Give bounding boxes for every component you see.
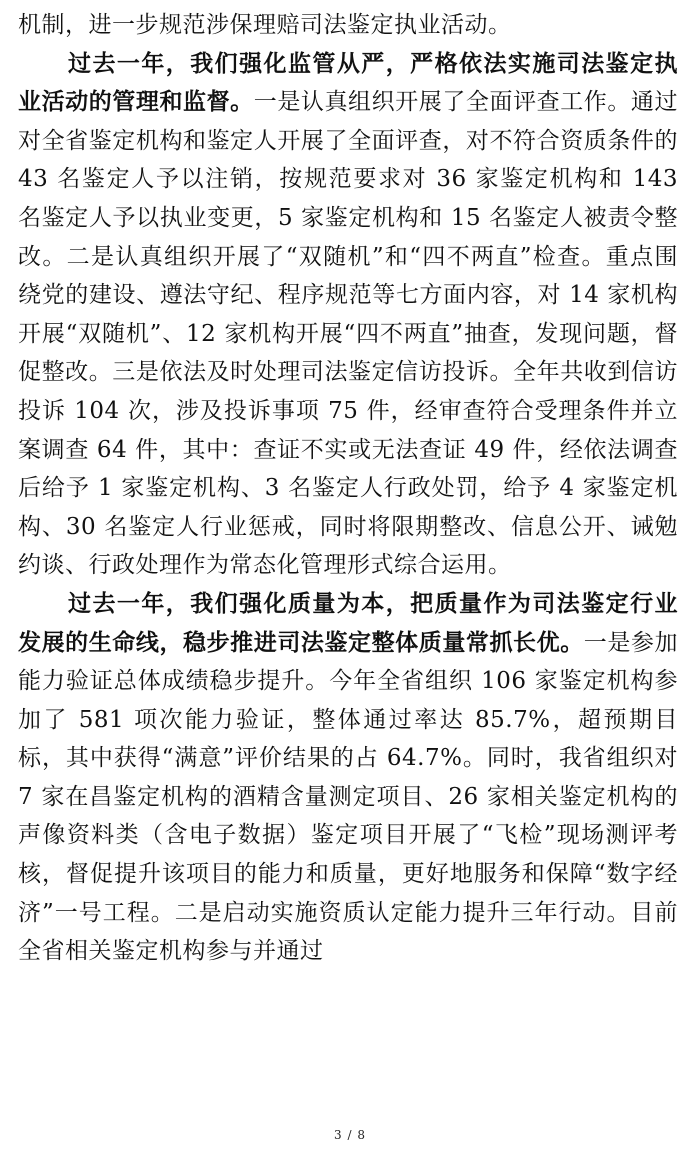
paragraph-text: 一是参加能力验证总体成绩稳步提升。今年全省组织 106 家鉴定机构参加了 581 项次能力验证，整体通过率达 85.7%，超预期目标，其中获得“满意”评价结果的占 64.7%。同时，我省组织对 7 家在昌鉴定机构的酒精含量测定项目、26 家相关鉴定机构的声像资料类（含电子数据）鉴定项目开展了“飞检”现场测评考核，督促提升该项目的能力和质量，更好地服务和保障“数字经济”一号工程。二是启动实施资质认定能力提升三年行动。目前全省相关鉴定机构参与并通过 <box>18 629 679 965</box>
paragraph-supervision <box>18 45 678 585</box>
paragraph-text: 机制，进一步规范涉保理赔司法鉴定执业活动。 <box>18 12 512 38</box>
page-number: 3 / 8 <box>334 1128 366 1142</box>
paragraph-lead-bold: 过去一年，我们强化监管从严，严格依法实施司法鉴定执业活动的管理和监督。 <box>18 49 678 116</box>
paragraph-continuation <box>18 6 678 45</box>
paragraph-text: 一是认真组织开展了全面评查工作。通过对全省鉴定机构和鉴定人开展了全面评查，对不符合资质条件的 43 名鉴定人予以注销，按规范要求对 36 家鉴定机构和 143 名鉴定人予以执业变更，5 家鉴定机构和 15 名鉴定人被责令整改。二是认真组织开展了“双随机”和“四不两直”检查。重点围绕党的建设、遵法守纪、程序规范等七方面内容，对 14 家机构开展“双随机”、12 家机构开展“四不两直”抽查，发现问题，督促整改。三是依法及时处理司法鉴定信访投诉。全年共收到信访投诉 104 次，涉及投诉事项 75 件，经审查符合受理条件并立案调查 64 件，其中：查证不实或无法查证 49 件，经依法调查后给予 1 家鉴定机构、3 名鉴定人行政处罚，给予 4 家鉴定机构、30 名鉴定人行业惩戒，同时将限期整改、信息公开、诫勉约谈、行政处理作为常态化管理形式综合运用。 <box>18 89 679 579</box>
paragraph-quality <box>18 585 678 971</box>
paragraph-lead-bold: 过去一年，我们强化质量为本，把质量作为司法鉴定行业发展的生命线，稳步推进司法鉴定整体质量常抓长优。 <box>18 589 678 656</box>
document-body <box>18 6 678 971</box>
